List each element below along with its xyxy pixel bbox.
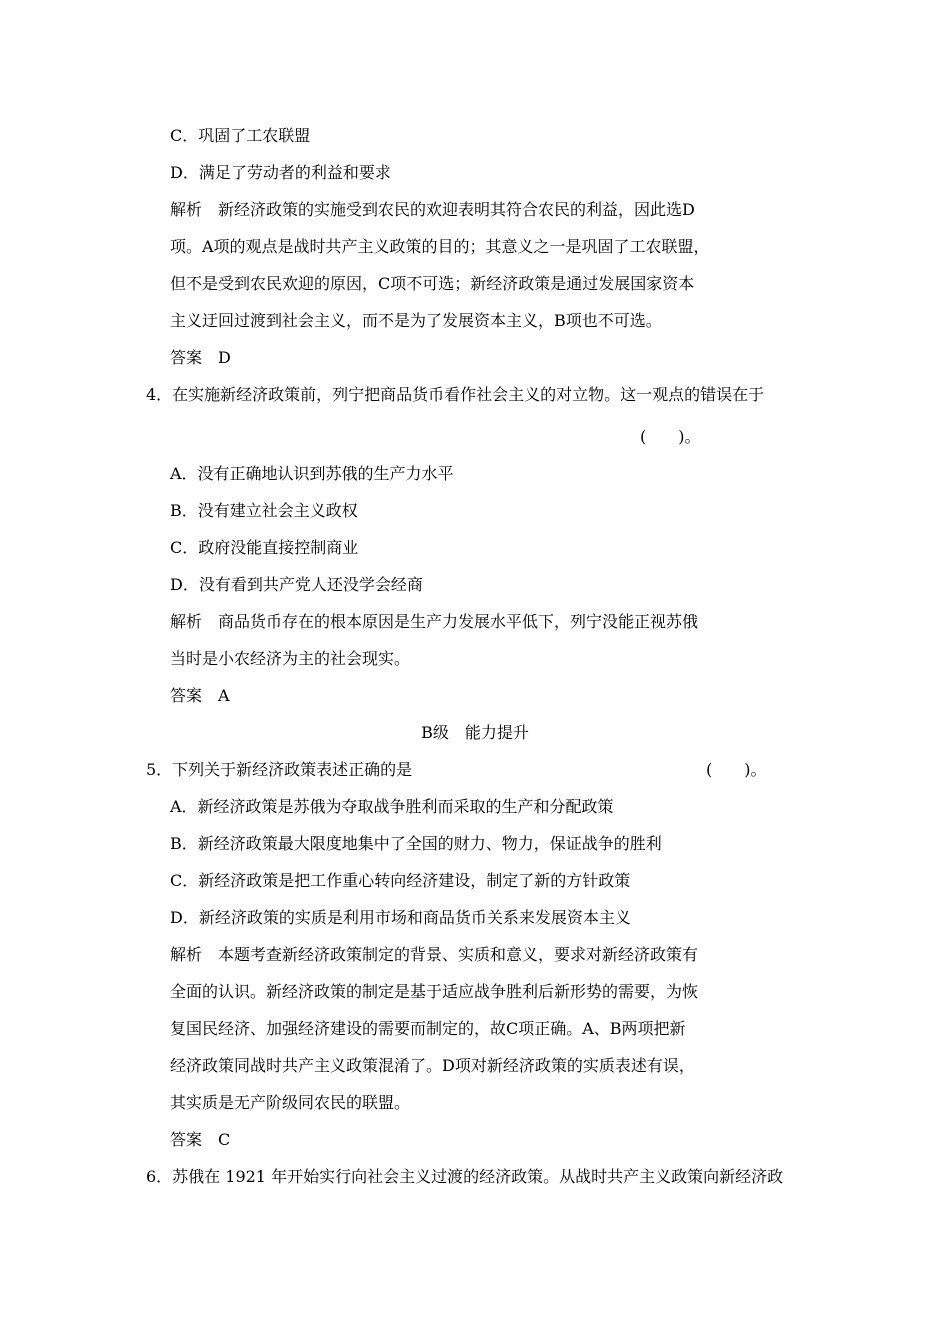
q5-option-b: B．新经济政策最大限度地集中了全国的财力、物力，保证战争的胜利 [170, 834, 662, 853]
q5-option-a: A．新经济政策是苏俄为夺取战争胜利而采取的生产和分配政策 [170, 797, 614, 816]
q3-analysis-line: 解析 新经济政策的实施受到农民的欢迎表明其符合农民的利益，因此选D [170, 200, 695, 219]
q5-analysis-line: 经济政策同战时共产主义政策混淆了。D项对新经济政策的实质表述有误， [170, 1056, 695, 1075]
q3-analysis-line: 项。A项的观点是战时共产主义政策的目的；其意义之一是巩固了工农联盟， [170, 237, 710, 256]
q3-answer: 答案 D [170, 348, 231, 367]
section-heading: B级 能力提升 [421, 723, 529, 742]
q4-option-d: D．没有看到共产党人还没学会经商 [170, 575, 423, 594]
q5-analysis-line: 复国民经济、加强经济建设的需要而制定的，故C项正确。A、B两项把新 [170, 1019, 686, 1038]
q4-option-a: A．没有正确地认识到苏俄的生产力水平 [170, 464, 454, 483]
q3-analysis-line: 主义迂回过渡到社会主义，而不是为了发展资本主义，B项也不可选。 [170, 311, 662, 330]
q3-option-d: D．满足了劳动者的利益和要求 [170, 163, 391, 182]
q6-stem: 6．苏俄在 1921 年开始实行向社会主义过渡的经济政策。从战时共产主义政策向新经济政 [146, 1167, 784, 1186]
q3-option-c: C．巩固了工农联盟 [170, 126, 311, 145]
q4-answer: 答案 A [170, 686, 230, 705]
q5-stem: 5．下列关于新经济政策表述正确的是 [146, 760, 413, 779]
q5-answer: 答案 C [170, 1130, 231, 1149]
q4-option-b: B．没有建立社会主义政权 [170, 501, 358, 520]
q5-option-c: C．新经济政策是把工作重心转向经济建设，制定了新的方针政策 [170, 871, 631, 890]
q3-analysis-line: 但不是受到农民欢迎的原因，C项不可选；新经济政策是通过发展国家资本 [170, 274, 695, 293]
q4-option-c: C．政府没能直接控制商业 [170, 538, 359, 557]
q5-option-d: D．新经济政策的实质是利用市场和商品货币关系来发展资本主义 [170, 908, 631, 927]
q5-analysis-line: 解析 本题考查新经济政策制定的背景、实质和意义，要求对新经济政策有 [170, 945, 699, 964]
q4-analysis-line: 解析 商品货币存在的根本原因是生产力发展水平低下，列宁没能正视苏俄 [170, 612, 699, 631]
q4-analysis-line: 当时是小农经济为主的社会现实。 [170, 649, 411, 668]
q5-analysis-line: 全面的认识。新经济政策的制定是基于适应战争胜利后新形势的需要，为恢 [170, 982, 699, 1001]
q5-analysis-line: 其实质是无产阶级同农民的联盟。 [170, 1093, 411, 1112]
q5-answer-blank: ( )。 [706, 760, 767, 779]
q4-stem: 4．在实施新经济政策前，列宁把商品货币看作社会主义的对立物。这一观点的错误在于 [146, 385, 765, 404]
q4-answer-blank: ( )。 [640, 427, 701, 446]
